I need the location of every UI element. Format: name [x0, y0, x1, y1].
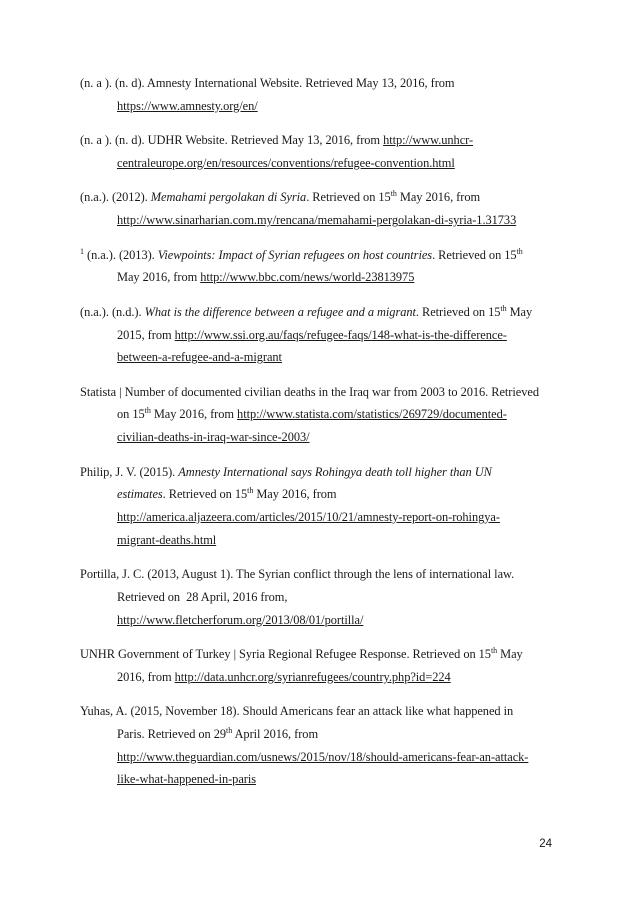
reference-link[interactable]: http://data.unhcr.org/syrianrefugees/country.php?id=224 [174, 669, 451, 684]
reference-text: 2016, from [117, 669, 175, 684]
ordinal-suffix: th [490, 646, 498, 656]
reference-author: (n.a.). (2012). [80, 190, 151, 205]
reference-text: (n. a ). (n. d). Amnesty International Website. Retrieved May 13, 2016, from [80, 76, 455, 90]
ordinal-suffix: th [226, 725, 233, 735]
reference-link[interactable]: http://www.bbc.com/news/world-23813975 [200, 270, 415, 285]
reference-author: (n.a.). (n.d.). [80, 304, 145, 319]
reference-link[interactable]: http://www.theguardian.com/usnews/2015/nov/18/should-americans-fear-an-attack- [117, 749, 529, 764]
reference-text: May [506, 304, 533, 319]
reference-title: Amnesty International says Rohingya death toll higher than UN [178, 464, 492, 479]
reference-entry [80, 643, 550, 688]
reference-author: (n.a.). (2013). [83, 247, 158, 262]
reference-title: What is the difference between a refugee and a migrant [144, 304, 416, 319]
reference-link[interactable]: http://www.ssi.org.au/faqs/refugee-faqs/148-what-is-the-difference- [174, 327, 507, 342]
reference-link[interactable]: http://www.statista.com/statistics/269729/documented- [237, 407, 507, 422]
reference-text: on 15 [117, 407, 145, 422]
reference-text: . Retrieved on 15 [415, 304, 501, 319]
reference-link[interactable]: https://www.amnesty.org/en/ [117, 98, 258, 113]
reference-link[interactable]: http://www.fletcherforum.org/2013/08/01/portilla/ [117, 612, 364, 627]
ordinal-suffix: th [516, 246, 523, 256]
reference-link[interactable]: http://www.sinarharian.com.my/rencana/memahami-pergolakan-di-syria-1.31733 [117, 213, 517, 228]
reference-text: . Retrieved on 15 [162, 487, 248, 502]
reference-link-continued[interactable]: centraleurope.org/en/resources/conventions/refugee-convention.html [117, 155, 455, 170]
page-number: 24 [539, 838, 552, 850]
reference-text: May 2016, from [396, 190, 481, 205]
reference-text: (n. a ). (n. d). UDHR Website. Retrieved May 13, 2016, from [80, 133, 384, 148]
reference-link[interactable]: http://america.aljazeera.com/articles/2015/10/21/amnesty-report-on-rohingya- [117, 510, 500, 525]
reference-text: May [497, 647, 523, 662]
reference-text: Paris. Retrieved on 29 [117, 727, 227, 742]
reference-text: Statista | Number of documented civilian deaths in the Iraq war from 2003 to 2016. Retrieved [80, 384, 539, 399]
reference-link-continued[interactable]: migrant-deaths.html [117, 532, 217, 547]
reference-entry [80, 461, 550, 552]
reference-link-continued[interactable]: between-a-refugee-and-a-migrant [117, 350, 282, 365]
ordinal-suffix: th [144, 406, 151, 416]
reference-entry [80, 244, 550, 289]
reference-entry [80, 381, 550, 449]
ordinal-suffix: th [500, 303, 507, 313]
reference-text: Yuhas, A. (2015, November 18). Should Americans fear an attack like what happened in [80, 704, 514, 719]
reference-text: May 2016, from [253, 487, 337, 502]
reference-list [80, 72, 550, 803]
reference-entry [80, 301, 550, 369]
reference-entry [80, 72, 550, 117]
reference-link-continued[interactable]: like-what-happened-in-paris [117, 772, 257, 787]
reference-text: May 2016, from [150, 407, 238, 422]
reference-text: . Retrieved on 15 [306, 190, 391, 205]
ordinal-suffix: th [390, 189, 397, 199]
reference-title: Viewpoints: Impact of Syrian refugees on host countries [157, 247, 433, 262]
reference-entry [80, 700, 550, 791]
reference-entry [80, 186, 550, 231]
reference-text: May 2016, from [117, 270, 201, 285]
reference-text: Portilla, J. C. (2013, August 1). The Syrian conflict through the lens of international law. [80, 567, 515, 582]
reference-text: . Retrieved on 15 [432, 247, 517, 262]
reference-entry [80, 129, 550, 174]
reference-entry [80, 563, 550, 631]
reference-text: UNHR Government of Turkey | Syria Regional Refugee Response. Retrieved on 15 [80, 647, 491, 662]
reference-text: April 2016, from [232, 727, 319, 742]
reference-link-continued[interactable]: civilian-deaths-in-iraq-war-since-2003/ [117, 430, 310, 445]
reference-title-continued: estimates [117, 487, 163, 502]
reference-author: Philip, J. V. (2015). [80, 464, 179, 479]
ordinal-suffix: th [247, 486, 254, 496]
reference-text: Retrieved on 28 April, 2016 from, [117, 589, 288, 604]
reference-link[interactable]: http://www.unhcr- [383, 133, 474, 148]
reference-text: 2015, from [117, 327, 175, 342]
reference-title: Memahami pergolakan di Syria [150, 190, 307, 205]
footnote-marker: 1 [80, 246, 84, 256]
